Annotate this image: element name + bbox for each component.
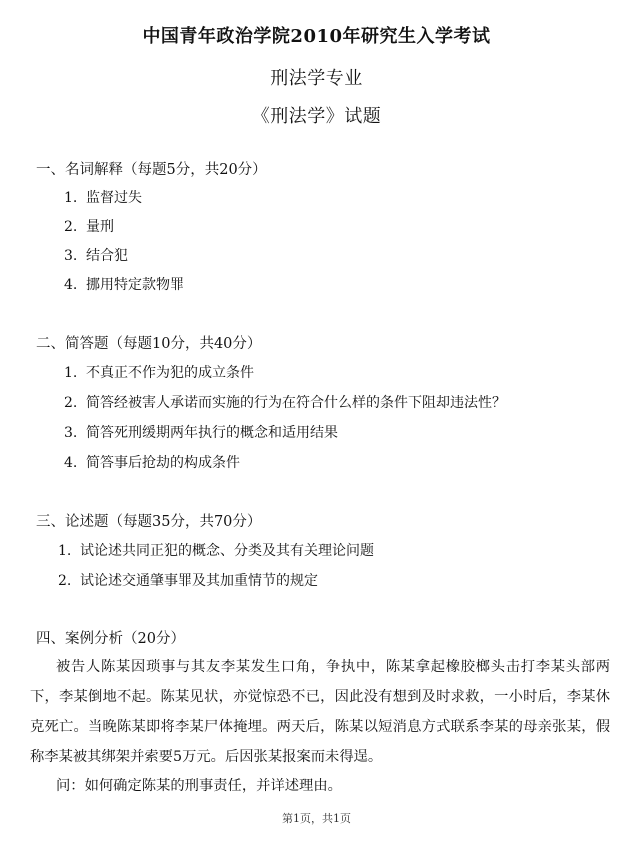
item-number: 2.	[64, 219, 78, 235]
item-text: 简答死刑缓期两年执行的概念和适用结果	[86, 425, 338, 441]
item-text: 量刑	[86, 219, 114, 235]
exam-major: 刑法学专业	[270, 68, 363, 89]
section-heading-3: 三、论述题（每题35分，共70分）	[36, 514, 262, 530]
item-text: 结合犯	[86, 248, 128, 264]
page-footer: 第1页，共1页	[282, 812, 351, 825]
case-question: 问：如何确定陈某的刑事责任，并详述理由。	[56, 778, 342, 794]
item-number: 1.	[58, 543, 72, 559]
list-item	[64, 422, 338, 442]
item-text: 不真正不作为犯的成立条件	[86, 365, 254, 381]
item-text: 监督过失	[86, 190, 142, 206]
item-number: 2.	[58, 573, 72, 589]
item-text: 挪用特定款物罪	[86, 277, 184, 293]
item-number: 4.	[64, 455, 78, 471]
item-number: 3.	[64, 248, 78, 264]
item-number: 2.	[64, 395, 78, 411]
list-item	[64, 274, 184, 294]
list-item	[64, 362, 254, 382]
section-heading-1: 一、名词解释（每题5分，共20分）	[36, 162, 267, 178]
exam-subject: 《刑法学》试题	[251, 106, 382, 127]
item-number: 1.	[64, 365, 78, 381]
item-text: 简答经被害人承诺而实施的行为在符合什么样的条件下阻却违法性？	[86, 395, 506, 411]
section-heading-2: 二、简答题（每题10分，共40分）	[36, 336, 262, 352]
item-text: 试论述交通肇事罪及其加重情节的规定	[80, 573, 318, 589]
case-paragraph: 被告人陈某因琐事与其友李某发生口角，争执中，陈某拿起橡胶榔头击打李某头部两下，李某倒地不起。陈某见状，亦觉惊恐不已，因此没有想到及时求救，一小时后，李某休克死亡。当晚陈某即将李某尸体掩埋。两天后，陈某以短消息方式联系李某的母亲张某，假称李某被其绑架并索要5万元。后因张某报案而未得逞。	[30, 659, 610, 765]
item-number: 1.	[64, 190, 78, 206]
exam-title: 中国青年政治学院2010年研究生入学考试	[142, 26, 491, 47]
list-item	[58, 540, 374, 560]
item-number: 4.	[64, 277, 78, 293]
item-text: 试论述共同正犯的概念、分类及其有关理论问题	[80, 543, 374, 559]
list-item	[64, 187, 142, 207]
item-number: 3.	[64, 425, 78, 441]
list-item	[64, 245, 128, 265]
list-item	[64, 452, 240, 472]
list-item	[64, 392, 506, 412]
list-item	[58, 570, 318, 590]
item-text: 简答事后抢劫的构成条件	[86, 455, 240, 471]
section-heading-4: 四、案例分析（20分）	[36, 631, 185, 647]
list-item	[64, 216, 114, 236]
